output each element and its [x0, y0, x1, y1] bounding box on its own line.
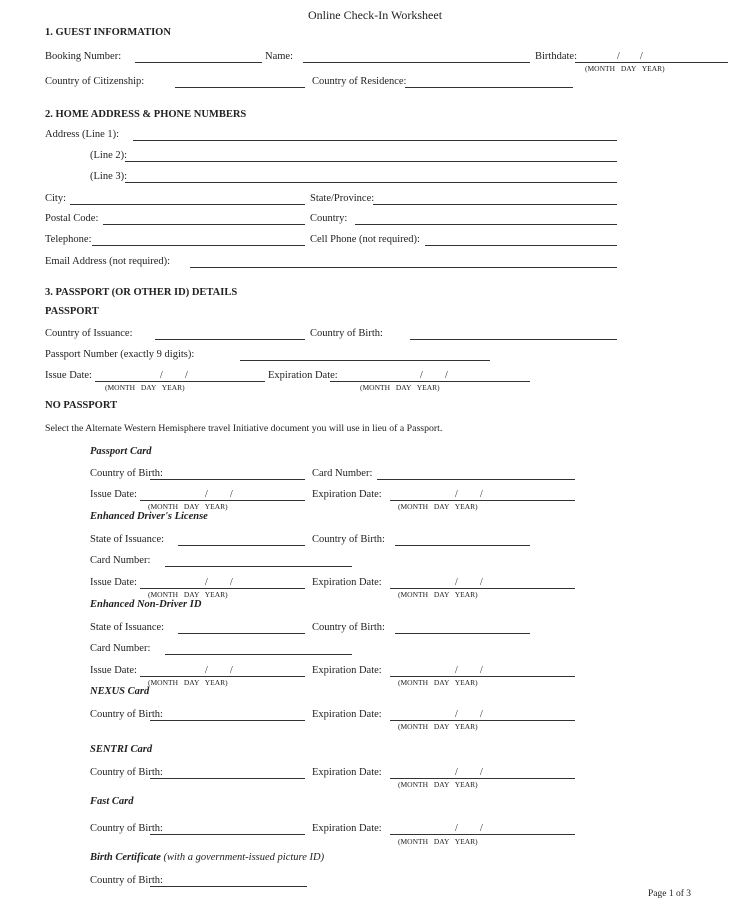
date-separator: / — [160, 370, 163, 381]
date-separator: / — [480, 489, 483, 500]
citizenship-field[interactable] — [175, 87, 305, 88]
address-line1-label: Address (Line 1): — [45, 129, 120, 140]
citizenship-label: Country of Citizenship: — [45, 76, 145, 87]
issue-date-label: Issue Date: — [45, 370, 92, 381]
date-separator: / — [455, 767, 458, 778]
birth-country-field[interactable] — [150, 479, 305, 480]
birth-certificate-note: (with a government-issued picture ID) — [163, 852, 325, 863]
expiration-date-label: Expiration Date: — [312, 489, 382, 500]
birth-country-field[interactable] — [150, 886, 307, 887]
birthdate-label: Birthdate: — [535, 51, 577, 62]
booking-number-label: Booking Number: — [45, 51, 122, 62]
residence-field[interactable] — [405, 87, 573, 88]
date-format-hint: (MONTH DAY YEAR) — [398, 780, 478, 789]
doc-heading-fast-card: Fast Card — [90, 796, 134, 807]
doc-heading-birth-certificate — [90, 852, 324, 864]
birth-certificate-title: Birth Certificate — [90, 852, 161, 863]
birth-country-field[interactable] — [150, 834, 305, 835]
card-number-label: Card Number: — [90, 643, 151, 654]
birth-country-label: Country of Birth: — [90, 823, 163, 834]
expiration-date-label: Expiration Date: — [312, 665, 382, 676]
cell-phone-field[interactable] — [425, 245, 617, 246]
birth-country-label: Country of Birth: — [312, 534, 385, 545]
date-format-hint: (MONTH DAY YEAR) — [398, 722, 478, 731]
date-separator: / — [640, 51, 643, 62]
date-separator: / — [455, 489, 458, 500]
birth-country-label: Country of Birth: — [90, 709, 163, 720]
section-heading-address: 2. HOME ADDRESS & PHONE NUMBERS — [45, 109, 247, 120]
date-separator: / — [455, 823, 458, 834]
email-label: Email Address (not required): — [45, 256, 171, 267]
telephone-label: Telephone: — [45, 234, 92, 245]
state-issuance-field[interactable] — [178, 545, 305, 546]
date-separator: / — [480, 577, 483, 588]
section-heading-guest: 1. GUEST INFORMATION — [45, 27, 171, 38]
date-separator: / — [480, 709, 483, 720]
address-line1-field[interactable] — [133, 140, 617, 141]
date-separator: / — [617, 51, 620, 62]
telephone-field[interactable] — [92, 245, 305, 246]
page-number: Page 1 of 3 — [648, 889, 692, 899]
email-field[interactable] — [190, 267, 617, 268]
card-number-field[interactable] — [165, 654, 352, 655]
state-label: State/Province: — [310, 193, 375, 204]
date-separator: / — [205, 489, 208, 500]
date-format-hint: (MONTH DAY YEAR) — [105, 383, 185, 392]
no-passport-instruction: Select the Alternate Western Hemisphere travel Initiative document you will use in lieu of a Passport. — [45, 423, 443, 434]
date-format-hint: (MONTH DAY YEAR) — [148, 590, 228, 599]
date-format-hint: (MONTH DAY YEAR) — [585, 64, 665, 73]
doc-heading-sentri-card: SENTRI Card — [90, 744, 153, 755]
card-number-label: Card Number: — [312, 468, 373, 479]
date-separator: / — [420, 370, 423, 381]
name-label: Name: — [265, 51, 293, 62]
booking-number-field[interactable] — [135, 62, 262, 63]
issuance-country-field[interactable] — [155, 339, 305, 340]
date-separator: / — [205, 577, 208, 588]
state-field[interactable] — [373, 204, 617, 205]
date-format-hint: (MONTH DAY YEAR) — [148, 678, 228, 687]
issue-date-field[interactable] — [140, 500, 305, 501]
state-issuance-label: State of Issuance: — [90, 622, 165, 633]
section-heading-passport: 3. PASSPORT (OR OTHER ID) DETAILS — [45, 287, 238, 298]
city-field[interactable] — [70, 204, 305, 205]
document-title: Online Check-In Worksheet — [307, 8, 443, 22]
expiration-date-label: Expiration Date: — [312, 823, 382, 834]
doc-heading-enhanced-non-driver-id: Enhanced Non-Driver ID — [90, 599, 202, 610]
card-number-label: Card Number: — [90, 555, 151, 566]
date-separator: / — [205, 665, 208, 676]
birth-country-field[interactable] — [150, 720, 305, 721]
birth-country-label: Country of Birth: — [90, 767, 163, 778]
date-separator: / — [455, 577, 458, 588]
cell-phone-label: Cell Phone (not required): — [310, 234, 420, 245]
date-format-hint: (MONTH DAY YEAR) — [398, 502, 478, 511]
doc-heading-enhanced-drivers-license: Enhanced Driver's License — [90, 511, 208, 522]
date-format-hint: (MONTH DAY YEAR) — [398, 678, 478, 687]
birth-country-label: Country of Birth: — [90, 875, 163, 886]
doc-heading-passport-card: Passport Card — [90, 446, 152, 457]
date-format-hint: (MONTH DAY YEAR) — [398, 590, 478, 599]
issuance-country-label: Country of Issuance: — [45, 328, 133, 339]
date-separator: / — [455, 665, 458, 676]
residence-label: Country of Residence: — [312, 76, 407, 87]
doc-heading-nexus-card: NEXUS Card — [90, 686, 150, 697]
state-issuance-label: State of Issuance: — [90, 534, 165, 545]
date-format-hint: (MONTH DAY YEAR) — [148, 502, 228, 511]
address-line2-field[interactable] — [125, 161, 617, 162]
birthdate-field[interactable] — [575, 62, 728, 63]
date-separator: / — [455, 709, 458, 720]
date-separator: / — [480, 823, 483, 834]
expiration-date-label: Expiration Date: — [312, 709, 382, 720]
issue-date-label: Issue Date: — [90, 577, 137, 588]
passport-subheading: PASSPORT — [45, 306, 99, 317]
birth-country-field[interactable] — [410, 339, 617, 340]
state-issuance-field[interactable] — [178, 633, 305, 634]
date-separator: / — [185, 370, 188, 381]
issue-date-label: Issue Date: — [90, 665, 137, 676]
date-separator: / — [445, 370, 448, 381]
date-separator: / — [230, 489, 233, 500]
issue-date-field[interactable] — [95, 381, 265, 382]
issue-date-field[interactable] — [140, 676, 305, 677]
birth-country-field[interactable] — [395, 545, 530, 546]
date-format-hint: (MONTH DAY YEAR) — [398, 837, 478, 846]
date-separator: / — [230, 577, 233, 588]
postal-code-label: Postal Code: — [45, 213, 99, 224]
date-separator: / — [230, 665, 233, 676]
card-number-field[interactable] — [377, 479, 575, 480]
date-format-hint: (MONTH DAY YEAR) — [360, 383, 440, 392]
name-field[interactable] — [303, 62, 530, 63]
postal-code-field[interactable] — [103, 224, 305, 225]
date-separator: / — [480, 767, 483, 778]
issue-date-label: Issue Date: — [90, 489, 137, 500]
birth-country-label: Country of Birth: — [312, 622, 385, 633]
expiration-date-label: Expiration Date: — [312, 577, 382, 588]
country-field[interactable] — [355, 224, 617, 225]
birth-country-label: Country of Birth: — [310, 328, 383, 339]
country-label: Country: — [310, 213, 348, 224]
address-line3-label: (Line 3): — [90, 171, 128, 182]
birth-country-label: Country of Birth: — [90, 468, 163, 479]
address-line3-field[interactable] — [125, 182, 617, 183]
issue-date-field[interactable] — [140, 588, 305, 589]
expiration-date-field[interactable] — [330, 381, 530, 382]
card-number-field[interactable] — [165, 566, 352, 567]
expiration-date-label: Expiration Date: — [312, 767, 382, 778]
birth-country-field[interactable] — [150, 778, 305, 779]
expiration-date-label: Expiration Date: — [268, 370, 338, 381]
address-line2-label: (Line 2): — [90, 150, 128, 161]
passport-number-label: Passport Number (exactly 9 digits): — [45, 349, 195, 360]
city-label: City: — [45, 193, 67, 204]
passport-number-field[interactable] — [240, 360, 490, 361]
no-passport-subheading: NO PASSPORT — [45, 400, 118, 411]
date-separator: / — [480, 665, 483, 676]
birth-country-field[interactable] — [395, 633, 530, 634]
